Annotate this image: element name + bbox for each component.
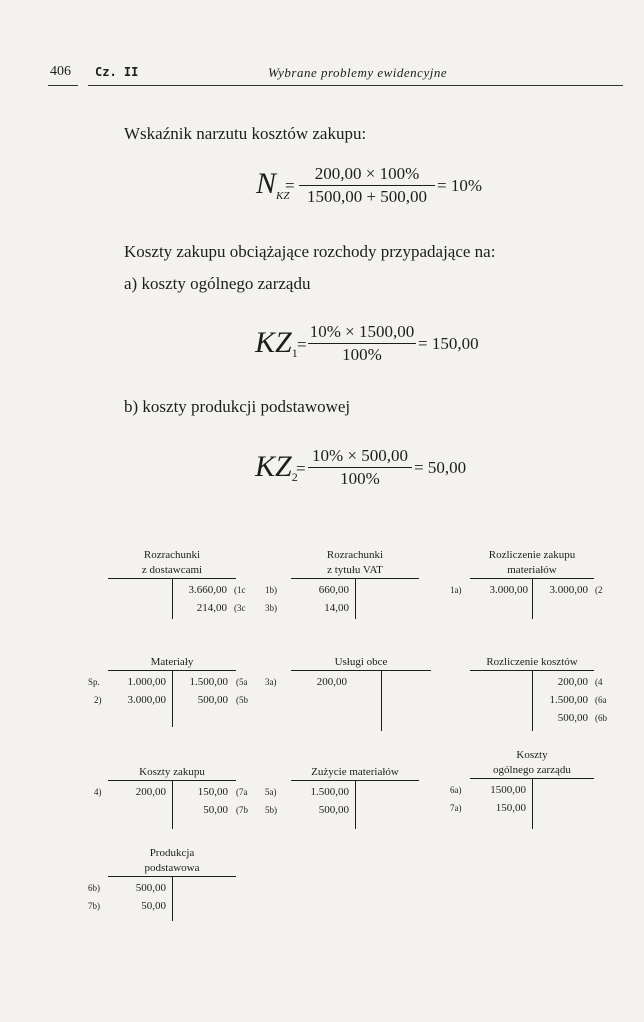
debit-ref: 4) — [94, 787, 102, 797]
equals-sign: = — [297, 335, 307, 354]
account-name: Rozrachunki — [326, 549, 384, 561]
debit-ref: Sp. — [88, 677, 100, 687]
item-a: a) koszty ogólnego zarządu — [124, 274, 311, 293]
debit-amount: 150,00 — [495, 802, 526, 814]
account-zuzycie-materialow — [265, 765, 419, 829]
debit-amount: 500,00 — [135, 882, 166, 894]
credit-amount: 3.660,00 — [188, 584, 227, 596]
account-rozliczenie-zakupu — [450, 548, 603, 619]
debit-ref: 3b) — [265, 603, 277, 613]
formula-b-symbol — [255, 450, 298, 484]
account-name: Rozrachunki — [143, 549, 201, 561]
numerator: 10% × 500,00 — [312, 446, 408, 465]
credit-ref: (6a — [595, 695, 607, 705]
debit-ref: 5b) — [265, 805, 277, 815]
debit-amount: 1.500,00 — [310, 786, 349, 798]
account-rozrachunki-vat — [265, 548, 419, 619]
account-divider — [172, 877, 173, 921]
formula-b-fraction — [308, 446, 412, 489]
debit-amount: 3.000,00 — [127, 694, 166, 706]
debit-ref: 6b) — [88, 883, 100, 893]
item-b: b) koszty produkcji podstawowej — [124, 397, 351, 416]
account-name-2: materiałów — [507, 564, 557, 576]
debit-amount: 500,00 — [318, 804, 349, 816]
account-name: Materiały — [150, 656, 194, 668]
debit-amount: 1.000,00 — [127, 676, 166, 688]
formula-a-fraction — [308, 322, 416, 365]
denominator: 100% — [342, 345, 382, 364]
indicator-heading: Wskaźnik narzutu kosztów zakupu: — [124, 124, 367, 143]
denominator: 100% — [340, 469, 380, 488]
debit-ref: 6a) — [450, 785, 462, 795]
credit-ref: (6b — [595, 713, 607, 723]
debit-amount: 14,00 — [324, 602, 349, 614]
formula-b-result: = 50,00 — [414, 458, 467, 477]
debit-amount: 200,00 — [316, 676, 347, 688]
account-name: Produkcja — [149, 847, 195, 859]
credit-amount: 50,00 — [203, 804, 228, 816]
numerator: 10% × 1500,00 — [309, 322, 415, 341]
account-name: Usługi obce — [334, 656, 388, 668]
header-rule-short — [48, 85, 78, 86]
kz-symbol: KZ — [255, 450, 292, 483]
account-produkcja-podstawowa — [88, 846, 236, 921]
credit-ref: (7a — [236, 787, 248, 797]
account-name-2: z dostawcami — [141, 564, 203, 576]
fraction-bar — [308, 467, 412, 468]
credit-ref: (5b — [236, 695, 248, 705]
running-title: Wybrane problemy ewidencyjne — [268, 65, 448, 80]
kz-symbol: KZ — [255, 326, 292, 359]
formula-a-result: = 150,00 — [418, 334, 479, 353]
credit-amount: 1.500,00 — [549, 694, 588, 706]
numerator: 200,00 × 100% — [314, 164, 420, 183]
page-number: 406 — [50, 64, 71, 79]
equals-sign: = — [296, 459, 306, 478]
debit-amount: 1500,00 — [490, 784, 526, 796]
account-name: Koszty zakupu — [139, 766, 205, 778]
debit-ref: 7b) — [88, 901, 100, 911]
indicator-result: = 10% — [437, 176, 482, 195]
debit-ref: 1a) — [450, 585, 462, 595]
credit-ref: (5a — [236, 677, 248, 687]
account-uslugi-obce — [265, 655, 431, 731]
account-divider — [355, 781, 356, 829]
account-rozrachunki-dostawcy — [108, 548, 246, 619]
debit-amount: 3.000,00 — [489, 584, 528, 596]
credit-ref: (2 — [595, 585, 603, 595]
account-name: Rozliczenie zakupu — [488, 549, 576, 561]
account-name: Zużycie materiałów — [311, 766, 399, 778]
account-name-2: z tytułu VAT — [327, 564, 383, 576]
account-name: Rozliczenie kosztów — [486, 656, 578, 668]
credit-amount: 150,00 — [197, 786, 228, 798]
account-rozliczenie-kosztow — [470, 655, 607, 731]
account-divider — [532, 779, 533, 829]
credit-ref: (4 — [595, 677, 603, 687]
indicator-fraction — [299, 164, 435, 207]
debit-amount: 660,00 — [318, 584, 349, 596]
account-koszty-ogolnego-zarzadu — [450, 748, 594, 829]
fraction-bar — [299, 185, 435, 186]
debit-ref: 7a) — [450, 803, 462, 813]
credit-amount: 200,00 — [557, 676, 588, 688]
debit-ref: 1b) — [265, 585, 277, 595]
credit-amount: 500,00 — [557, 712, 588, 724]
credit-ref: (7b — [236, 805, 248, 815]
fraction-bar — [308, 343, 416, 344]
credit-amount: 1.500,00 — [189, 676, 228, 688]
account-koszty-zakupu — [94, 765, 248, 829]
debit-ref: 3a) — [265, 677, 277, 687]
credit-ref: (1c — [234, 585, 246, 595]
denominator: 1500,00 + 500,00 — [306, 187, 428, 206]
part-label: Cz. II — [95, 65, 139, 79]
kz-subscript: 2 — [291, 470, 298, 484]
credit-ref: (3c — [234, 603, 246, 613]
equals-sign: = — [285, 176, 295, 195]
debit-amount: 200,00 — [135, 786, 166, 798]
costs-heading: Koszty zakupu obciążające rozchody przypadające na: — [124, 242, 496, 261]
debit-ref: 5a) — [265, 787, 277, 797]
header-rule — [88, 85, 623, 86]
formula-subscript: KZ — [276, 190, 290, 202]
account-divider — [381, 671, 382, 731]
formula-symbol: N — [256, 167, 277, 200]
debit-amount: 50,00 — [141, 900, 166, 912]
credit-amount: 500,00 — [197, 694, 228, 706]
account-divider — [355, 579, 356, 619]
formula-a-symbol — [255, 326, 298, 360]
account-materialy — [88, 655, 248, 727]
debit-ref: 2) — [94, 695, 102, 705]
account-name-2: ogólnego zarządu — [493, 764, 571, 776]
kz-subscript: 1 — [291, 346, 298, 360]
account-name: Koszty — [516, 749, 548, 761]
account-name-2: podstawowa — [144, 862, 200, 874]
credit-amount: 3.000,00 — [549, 584, 588, 596]
credit-amount: 214,00 — [196, 602, 227, 614]
